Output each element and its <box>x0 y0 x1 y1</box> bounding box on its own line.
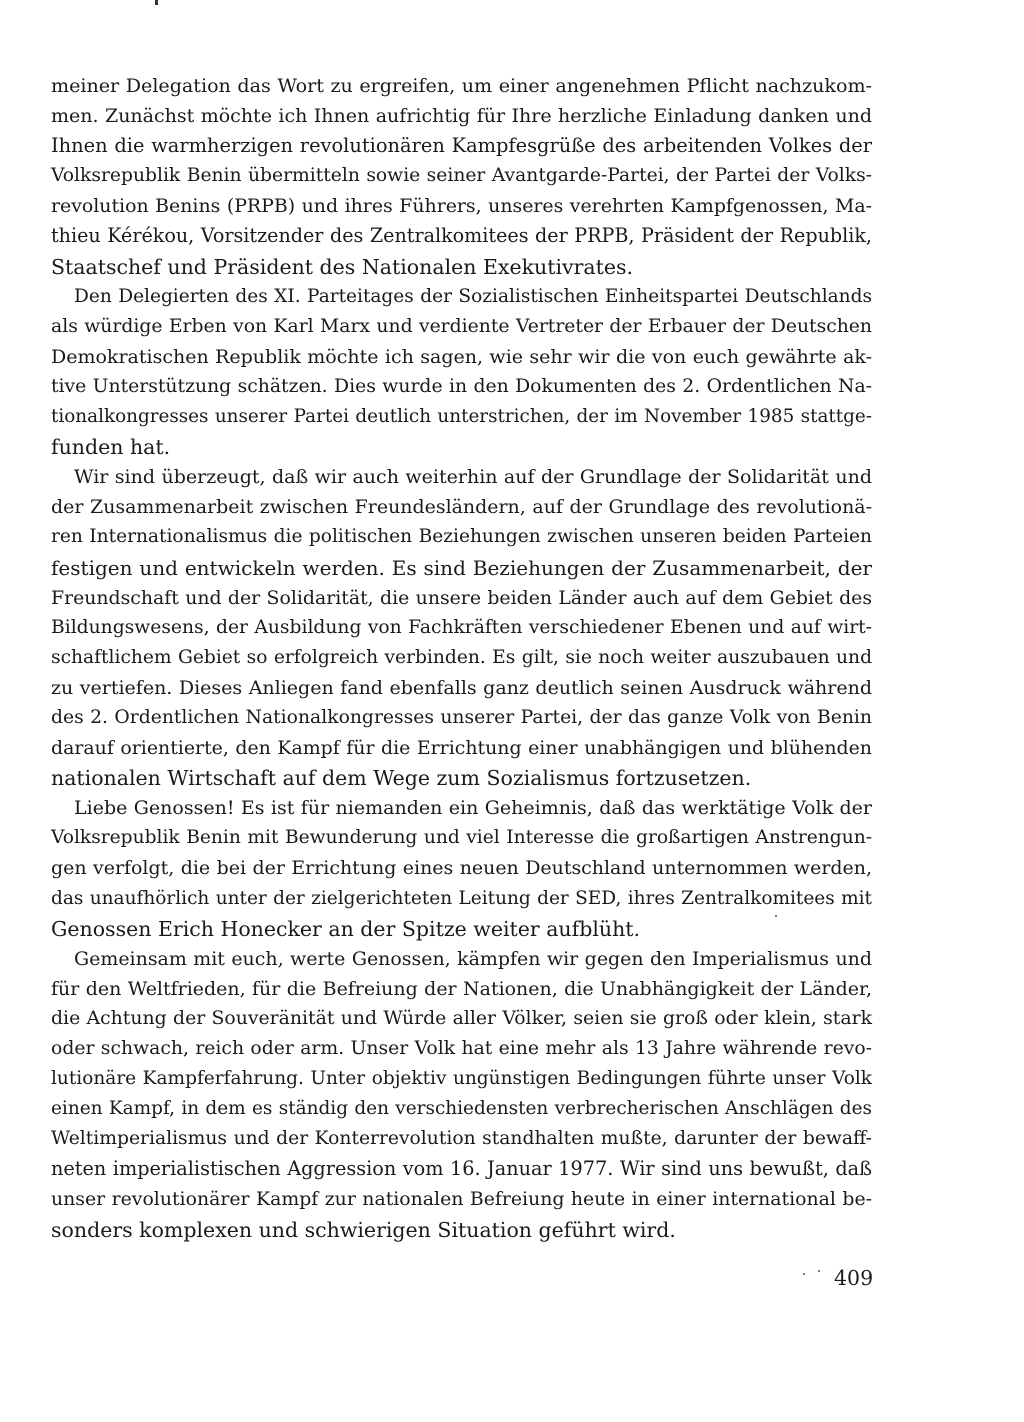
text-line: ren Internationalismus die politischen Beziehungen zwischen unseren beiden Parteien <box>51 526 872 548</box>
text-line: schaftlichem Gebiet so erfolgreich verbinden. Es gilt, sie noch weiter auszubauen und <box>51 646 872 668</box>
body-text <box>51 71 872 1245</box>
paragraph <box>51 71 872 282</box>
text-line: gen verfolgt, die bei der Errichtung eines neuen Deutschland unternommen werden, <box>51 857 872 880</box>
text-line: Gemeinsam mit euch, werte Genossen, kämpfen wir gegen den Imperialismus und <box>74 947 872 970</box>
text-line: Den Delegierten des XI. Parteitages der Sozialistischen Einheitspartei Deutschlands <box>74 285 872 307</box>
scan-speck <box>818 1270 820 1272</box>
text-line: Volksrepublik Benin mit Bewunderung und viel Interesse die großartigen Anstrengun- <box>51 827 872 849</box>
text-line: funden hat. <box>51 435 171 460</box>
text-line: nationalen Wirtschaft auf dem Wege zum Sozialismus fortzusetzen. <box>51 766 752 791</box>
text-line: Demokratischen Republik möchte ich sagen, wie sehr wir die von euch gewährte ak- <box>51 345 872 368</box>
text-line: für den Weltfrieden, für die Befreiung der Nationen, die Unabhängigkeit der Länder, <box>51 977 872 1000</box>
text-line: darauf orientierte, den Kampf für die Errichtung einer unabhängigen und blühenden <box>51 737 872 760</box>
text-line: unser revolutionärer Kampf zur nationalen Befreiung heute in einer international be- <box>51 1188 872 1211</box>
scan-mark <box>155 0 158 5</box>
text-line: tionalkongresses unserer Partei deutlich unterstrichen, der im November 1985 stattge- <box>51 406 872 428</box>
text-line: neten imperialistischen Aggression vom 16. Januar 1977. Wir sind uns bewußt, daß <box>51 1157 872 1181</box>
text-line: Ihnen die warmherzigen revolutionären Kampfesgrüße des arbeitenden Volkes der <box>51 134 872 158</box>
text-line: thieu Kérékou, Vorsitzender des Zentralkomitees der PRPB, Präsident der Republik, <box>51 224 872 248</box>
text-line: men. Zunächst möchte ich Ihnen aufrichtig für Ihre herzliche Einladung danken und <box>51 105 872 128</box>
text-line: oder schwach, reich oder arm. Unser Volk hat eine mehr als 13 Jahre währende revo- <box>51 1038 872 1059</box>
text-line: Weltimperialismus und der Konterrevolution standhalten mußte, darunter der bewaff- <box>51 1128 872 1150</box>
paragraph <box>51 793 872 943</box>
text-line: die Achtung der Souveränität und Würde aller Völker, seien sie groß oder klein, stark <box>51 1007 872 1029</box>
text-line: Volksrepublik Benin übermitteln sowie seiner Avantgarde-Partei, der Partei der Volks- <box>51 165 872 187</box>
text-line: sonders komplexen und schwierigen Situation geführt wird. <box>51 1217 676 1242</box>
text-line: das unaufhörlich unter der zielgerichteten Leitung der SED, ihres Zentralkomitees mit <box>51 887 872 909</box>
text-line: lutionäre Kampferfahrung. Unter objektiv ungünstigen Bedingungen führte unser Volk <box>51 1068 872 1090</box>
text-line: meiner Delegation das Wort zu ergreifen, um einer angenehmen Pflicht nachzukom- <box>51 74 872 97</box>
scan-speck <box>775 915 777 917</box>
text-line: Bildungswesens, der Ausbildung von Fachkräften verschiedener Ebenen und auf wirt- <box>51 616 872 638</box>
text-line: des 2. Ordentlichen Nationalkongresses unserer Partei, der das ganze Volk von Benin <box>51 706 872 728</box>
text-line: revolution Benins (PRPB) und ihres Führers, unseres verehrten Kampfgenossen, Ma- <box>51 195 872 218</box>
text-line: der Zusammenarbeit zwischen Freundesländern, auf der Grundlage des revolutionä- <box>51 496 872 519</box>
text-line: zu vertiefen. Dieses Anliegen fand ebenfalls ganz deutlich seinen Ausdruck während <box>51 676 872 699</box>
text-line: Liebe Genossen! Es ist für niemanden ein Geheimnis, daß das werktätige Volk der <box>74 797 872 820</box>
text-line: festigen und entwickeln werden. Es sind Beziehungen der Zusammenarbeit, der <box>51 555 872 580</box>
scan-speck <box>803 1273 805 1275</box>
page-number: 409 <box>834 1266 874 1290</box>
paragraph <box>51 944 872 1245</box>
text-line: tive Unterstützung schätzen. Dies wurde in den Dokumenten des 2. Ordentlichen Na- <box>51 375 872 397</box>
text-line: Genossen Erich Honecker an der Spitze weiter aufblüht. <box>51 916 641 941</box>
text-line: Wir sind überzeugt, daß wir auch weiterhin auf der Grundlage der Solidarität und <box>74 466 872 489</box>
paragraph <box>51 282 872 463</box>
text-line: Freundschaft und der Solidarität, die unsere beiden Länder auch auf dem Gebiet des <box>51 586 872 609</box>
text-line: als würdige Erben von Karl Marx und verdiente Vertreter der Erbauer der Deutschen <box>51 315 872 337</box>
text-line: Staatschef und Präsident des Nationalen Exekutivrates. <box>51 254 634 279</box>
text-line: einen Kampf, in dem es ständig den verschiedensten verbrecherischen Anschlägen des <box>51 1098 872 1120</box>
paragraph <box>51 462 872 793</box>
